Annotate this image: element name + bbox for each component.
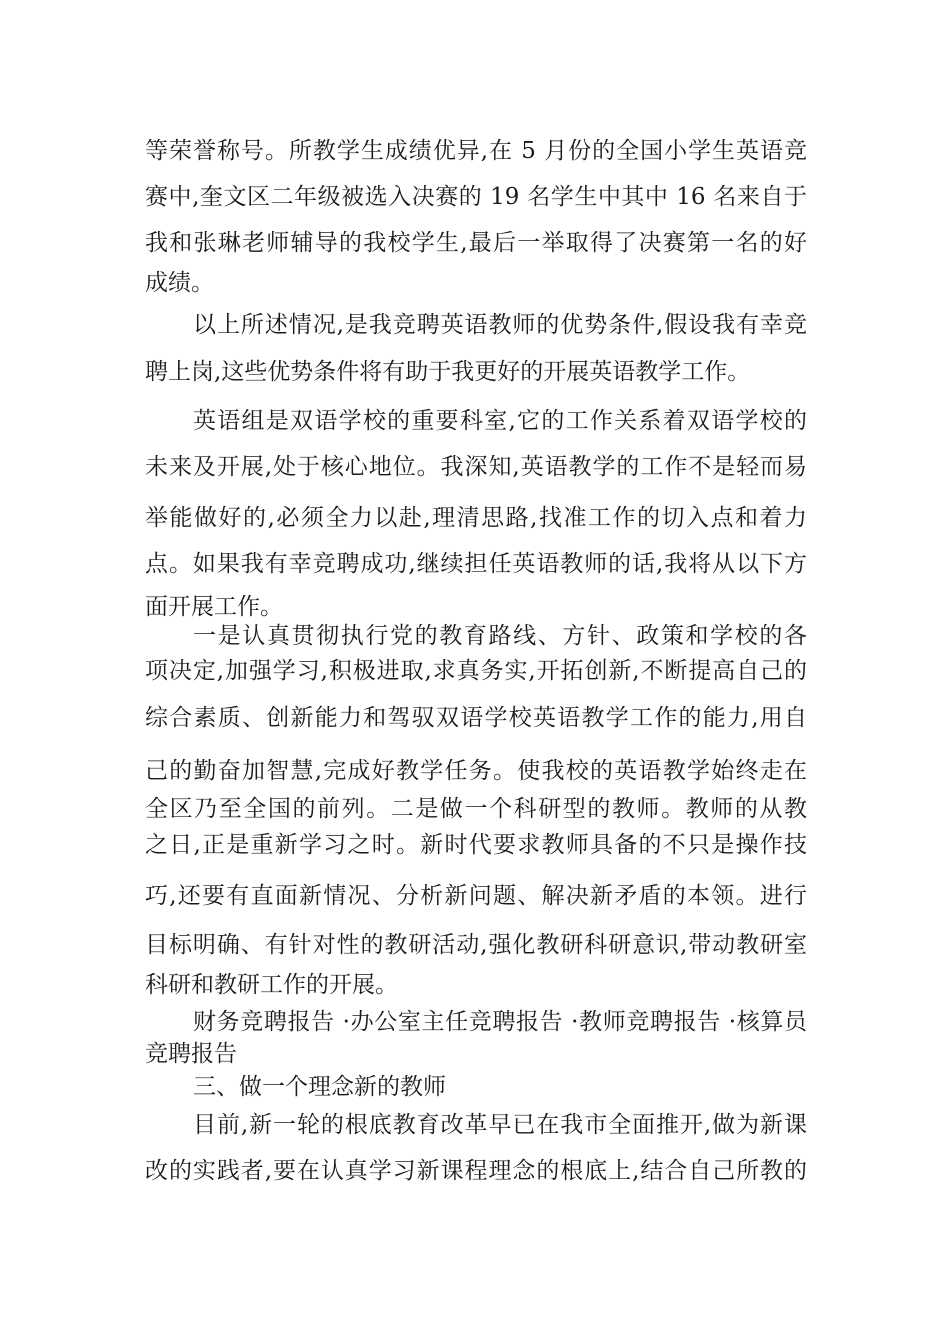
text-line: 英语组是双语学校的重要科室,它的工作关系着双语学校的 (193, 408, 807, 434)
text-line: 以上所述情况,是我竞聘英语教师的优势条件,假设我有幸竞 (193, 312, 807, 338)
text-line: 面开展工作。 (145, 594, 283, 620)
text-line: 等荣誉称号。所教学生成绩优异,在 5 月份的全国小学生英语竞 (145, 138, 807, 164)
text-line: 目前,新一轮的根底教育改革早已在我市全面推开,做为新课 (193, 1112, 807, 1138)
text-line: 我和张琳老师辅导的我校学生,最后一举取得了决赛第一名的好 (145, 230, 807, 256)
text-line: 改的实践者,要在认真学习新课程理念的根底上,结合自己所教的 (145, 1158, 807, 1184)
text-line: 点。如果我有幸竞聘成功,继续担任英语教师的话,我将从以下方 (145, 551, 807, 577)
text-line: 项决定,加强学习,积极进取,求真务实,开拓创新,不断提高自己的 (145, 658, 807, 684)
text-line: 之日,正是重新学习之时。新时代要求教师具备的不只是操作技 (145, 832, 807, 858)
text-line: 聘上岗,这些优势条件将有助于我更好的开展英语教学工作。 (145, 359, 751, 385)
text-line: 成绩。 (145, 270, 214, 296)
text-line: 综合素质、创新能力和驾驭双语学校英语教学工作的能力,用自 (145, 705, 807, 731)
text-line: 财务竞聘报告 ·办公室主任竞聘报告 ·教师竞聘报告 ·核算员 (193, 1009, 807, 1035)
text-line: 目标明确、有针对性的教研活动,强化教研科研意识,带动教研室 (145, 932, 807, 958)
text-line: 全区乃至全国的前列。二是做一个科研型的教师。教师的从教 (145, 796, 807, 822)
text-line: 赛中,奎文区二年级被选入决赛的 19 名学生中其中 16 名来自于 (145, 184, 807, 210)
text-line: 己的勤奋加智慧,完成好教学任务。使我校的英语教学始终走在 (145, 758, 807, 784)
section-heading: 三、做一个理念新的教师 (193, 1074, 446, 1100)
text-line: 一是认真贯彻执行党的教育路线、方针、政策和学校的各 (193, 623, 807, 649)
text-line: 未来及开展,处于核心地位。我深知,英语教学的工作不是轻而易 (145, 454, 807, 480)
text-line: 巧,还要有直面新情况、分析新问题、解决新矛盾的本领。进行 (145, 883, 807, 909)
text-line: 竞聘报告 (145, 1041, 237, 1067)
text-line: 举能做好的,必须全力以赴,理清思路,找准工作的切入点和着力 (145, 505, 807, 531)
text-line: 科研和教研工作的开展。 (145, 972, 398, 998)
